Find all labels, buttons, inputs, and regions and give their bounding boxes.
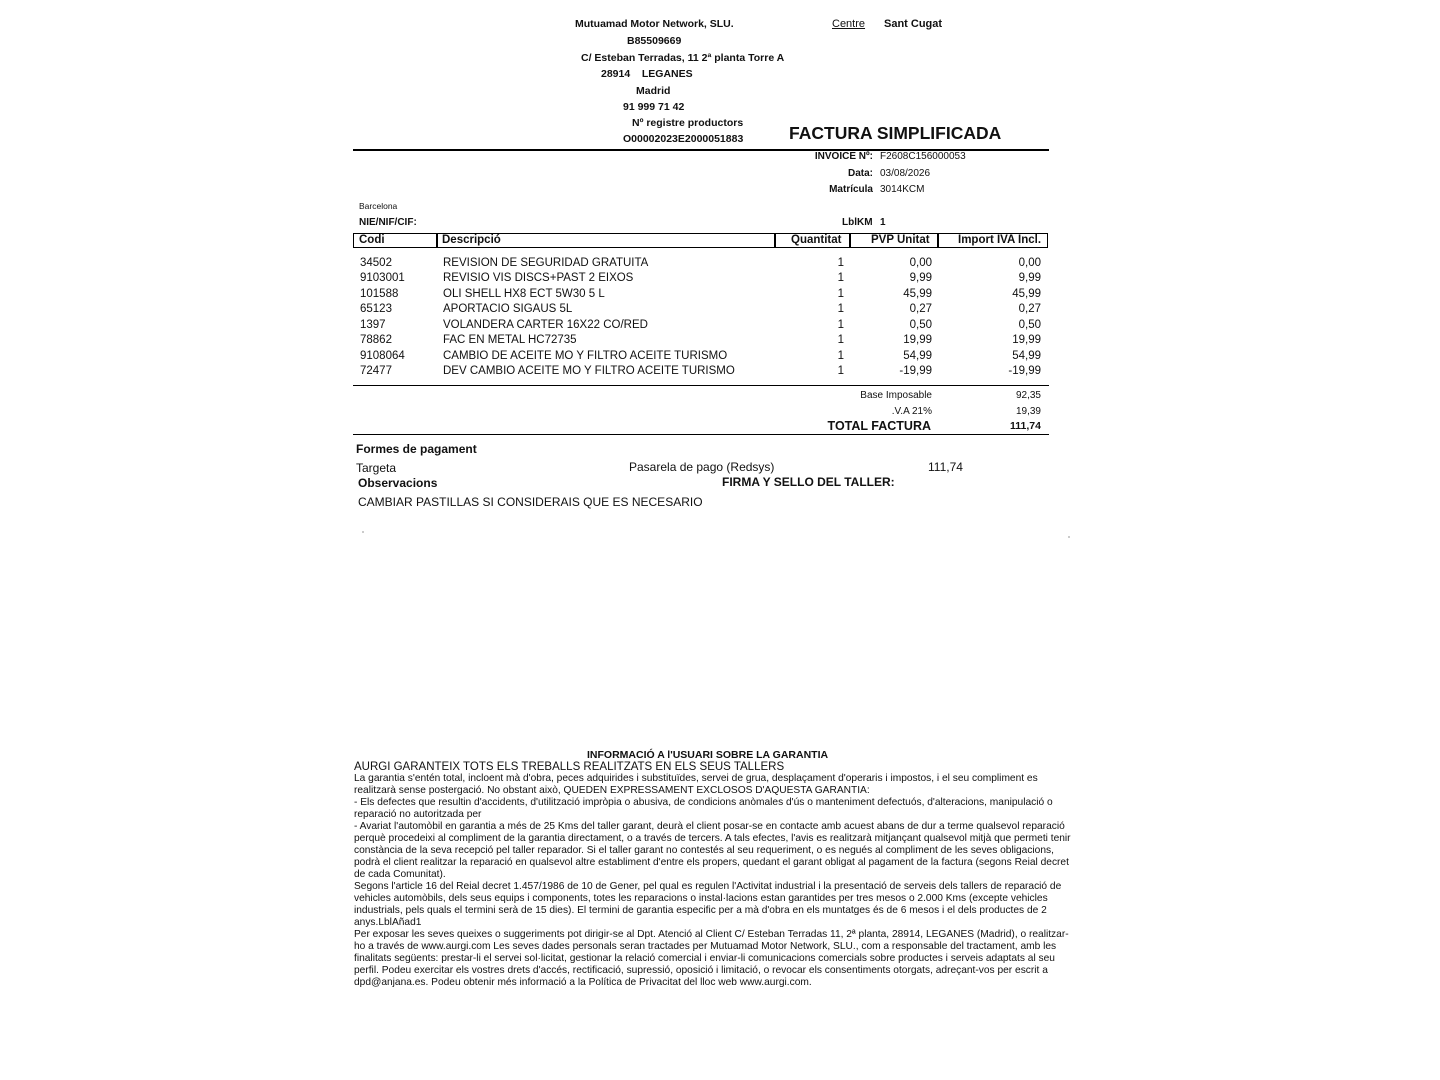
warranty-paragraph: Segons l'article 16 del Reial decret 1.457/1986 de 10 de Gener, pel qual es regulen l'Activitat industrial i la presentació de serveis dels tallers de reparació de vehicles automòbils, dels seus equips i components, totes les reparacions o instal·lacions estan garantides per tres mesos o 2.000 Kms (excepte vehicles industrials, pels quals el termini serà de 15 dies). El termini de garantia especific per a mà d'obra en els muntatges és de 6 mesos i el dels productes de 2 anys.LblAñad1 [354, 881, 1062, 928]
table-row [360, 287, 1045, 302]
row-total: 45,99 [1012, 288, 1041, 300]
row-quantity: 1 [837, 350, 844, 362]
total-label: TOTAL FACTURA [827, 419, 931, 433]
table-row [360, 333, 1045, 348]
row-quantity: 1 [837, 303, 844, 315]
plate-label: Matrícula [829, 184, 873, 195]
row-code: 34502 [360, 257, 392, 269]
row-unit-price: 19,99 [903, 334, 932, 346]
row-total: 0,50 [1018, 319, 1041, 331]
row-code: 1397 [360, 319, 386, 331]
registry-label: Nº registre productors [632, 117, 744, 129]
row-description: DEV CAMBIO ACEITE MO Y FILTRO ACEITE TURISMO [443, 365, 735, 377]
company-postal-city: 28914 LEGANES [601, 68, 693, 80]
table-row [360, 349, 1045, 364]
col-separator [774, 234, 776, 247]
centre-value: Sant Cugat [884, 18, 943, 30]
warranty-paragraph: - Avariat l'automòbil en garantia a més de 25 Kms del taller garant, deurà el client posar-se en contacte amb acuest abans de dur a terme qualsevol reparació perquè procedeixi al compliment de la garantia directament, o a través de tercers. A tals efectes, l'avis es realitzarà mitjançant qualsevol mitjà que permeti tenir constància de la seva recepció pel taller reparador. Si el taller garant no contestés al seu requeriment, o es negués al compliment de les seves obligacions, podrà el client realitzar la reparació en qualsevol altre establiment d'entre els propers, quedant el garant obligat al pagament de la factura (segons Reial decret de cada Comunitat). [354, 821, 1071, 880]
row-total: 54,99 [1012, 350, 1041, 362]
col-code: Codi [359, 234, 385, 246]
payment-gateway: Pasarela de pago (Redsys) [629, 460, 775, 474]
scan-speck [362, 531, 364, 533]
payment-method: Targeta [356, 461, 397, 475]
company-tax-id: B85509669 [627, 35, 682, 47]
centre-label: Centre [832, 18, 866, 30]
row-quantity: 1 [837, 334, 844, 346]
company-province: Madrid [636, 85, 671, 97]
table-row [360, 302, 1045, 317]
row-description: CAMBIO DE ACEITE MO Y FILTRO ACEITE TURISMO [443, 350, 728, 362]
invoice-number-label: INVOICE Nº: [814, 151, 873, 162]
scan-speck [1068, 536, 1070, 538]
col-total: Import IVA Incl. [958, 234, 1042, 246]
warranty-paragraph: La garantia s'entén total, incloent mà d'obra, peces adquirides i substituïdes, servei de grua, desplaçament d'operaris i impostos, i el seu compliment es realitzarà sense postergació. No obstant això, QUEDEN EXPRESSAMENT EXCLOSOS D'AQUESTA GARANTIA: [354, 773, 1038, 796]
company-name: Mutuamad Motor Network, SLU. [575, 18, 734, 30]
row-description: FAC EN METAL HC72735 [443, 334, 577, 346]
row-unit-price: 54,99 [903, 350, 932, 362]
row-description: REVISIO VIS DISCS+PAST 2 EIXOS [443, 272, 634, 284]
table-row [360, 318, 1045, 333]
warranty-paragraph: - Els defectes que resultin d'accidents, d'utilització impròpia o abusiva, de condicions anòmales d'ús o manteniment defectuós, d'alteracions, manipulació o reparació no autoritzada per [354, 797, 1053, 820]
invoice-date: 03/08/2026 [880, 168, 931, 179]
row-total: 9,99 [1018, 272, 1041, 284]
row-quantity: 1 [837, 272, 844, 284]
document-title: FACTURA SIMPLIFICADA [789, 123, 1002, 143]
row-code: 9103001 [360, 272, 405, 284]
row-description: VOLANDERA CARTER 16X22 CO/RED [443, 319, 648, 331]
row-total: 0,00 [1018, 257, 1041, 269]
col-separator [436, 234, 438, 247]
table-row [360, 364, 1045, 379]
row-quantity: 1 [837, 257, 844, 269]
company-phone: 91 999 71 42 [623, 101, 685, 113]
payment-heading: Formes de pagament [356, 442, 477, 456]
row-unit-price: 0,27 [909, 303, 932, 315]
row-unit-price: 0,50 [909, 319, 932, 331]
row-description: APORTACIO SIGAUS 5L [443, 303, 573, 315]
row-code: 72477 [360, 365, 392, 377]
row-quantity: 1 [837, 365, 844, 377]
totals-divider [353, 434, 1049, 435]
total-amount: 111,74 [1010, 420, 1041, 432]
signature-label: FIRMA Y SELLO DEL TALLER: [722, 475, 895, 489]
row-quantity: 1 [837, 288, 844, 300]
row-unit-price: -19,99 [899, 365, 932, 377]
km-label: LblKM [842, 217, 873, 228]
base-label: Base Imposable [860, 390, 932, 401]
observations-heading: Observacions [358, 476, 438, 490]
table-row [360, 256, 1045, 271]
row-total: -19,99 [1008, 365, 1041, 377]
col-quantity: Quantitat [791, 234, 842, 246]
col-unit-price: PVP Unitat [871, 234, 930, 246]
row-code: 9108064 [360, 350, 405, 362]
observations-text: CAMBIAR PASTILLAS SI CONSIDERAIS QUE ES NECESARIO [358, 495, 703, 509]
row-code: 65123 [360, 303, 392, 315]
table-row [360, 271, 1045, 286]
company-address: C/ Esteban Terradas, 11 2ª planta Torre A [581, 52, 785, 64]
items-divider [353, 385, 1049, 386]
warranty-subtitle: AURGI GARANTEIX TOTS ELS TREBALLS REALITZATS EN ELS SEUS TALLERS [354, 761, 785, 773]
row-description: REVISION DE SEGURIDAD GRATUITA [443, 257, 649, 269]
row-unit-price: 0,00 [909, 257, 932, 269]
row-unit-price: 45,99 [903, 288, 932, 300]
vat-label: .V.A 21% [891, 406, 932, 417]
col-separator [849, 234, 851, 247]
items-table-header [353, 233, 1048, 248]
row-quantity: 1 [837, 319, 844, 331]
base-amount: 92,35 [1015, 390, 1041, 401]
invoice-date-label: Data: [847, 168, 873, 179]
warranty-title: INFORMACIÓ A l'USUARI SOBRE LA GARANTIA [587, 749, 829, 761]
km-value: 1 [880, 217, 886, 228]
row-code: 78862 [360, 334, 392, 346]
row-description: OLI SHELL HX8 ECT 5W30 5 L [443, 288, 605, 300]
row-code: 101588 [360, 288, 399, 300]
vat-amount: 19,39 [1015, 406, 1041, 417]
registry-number: O00002023E2000051883 [623, 133, 744, 145]
row-total: 0,27 [1018, 303, 1041, 315]
warranty-paragraph: Per exposar les seves queixes o suggeriments pot dirigir-se al Dpt. Atenció al Client C/ Esteban Terradas 11, 2ª planta, 28914, LEGANES (Madrid), o realitzar-ho a través de www.aurgi.com Les seves dades personals seran tractades per Mutuamad Motor Network, SLU., com a responsable del tractament, amb les finalitats següents: prestar-li el servei sol·licitat, gestionar la relació comercial i enviar-li comunicacions comercials sobre productes i serveis adaptats al seu perfil. Podeu exercitar els vostres drets d'accés, rectificació, supressió, oposició i limitació, o revocar els consentiments otorgats, adreçant-vos per escrit a dpd@anjana.es. Podeu obtenir més informació a la Política de Privacitat del lloc web www.aurgi.com. [354, 929, 1069, 988]
row-total: 19,99 [1012, 334, 1041, 346]
nif-label: NIE/NIF/CIF: [359, 217, 417, 228]
plate-value: 3014KCM [880, 184, 925, 195]
warranty-text [354, 761, 1072, 989]
invoice-number: F2608C156000053 [880, 151, 966, 162]
payment-amount: 111,74 [928, 460, 963, 474]
col-description: Descripció [442, 234, 501, 246]
col-separator [937, 234, 939, 247]
client-city: Barcelona [359, 201, 398, 211]
row-unit-price: 9,99 [909, 272, 932, 284]
